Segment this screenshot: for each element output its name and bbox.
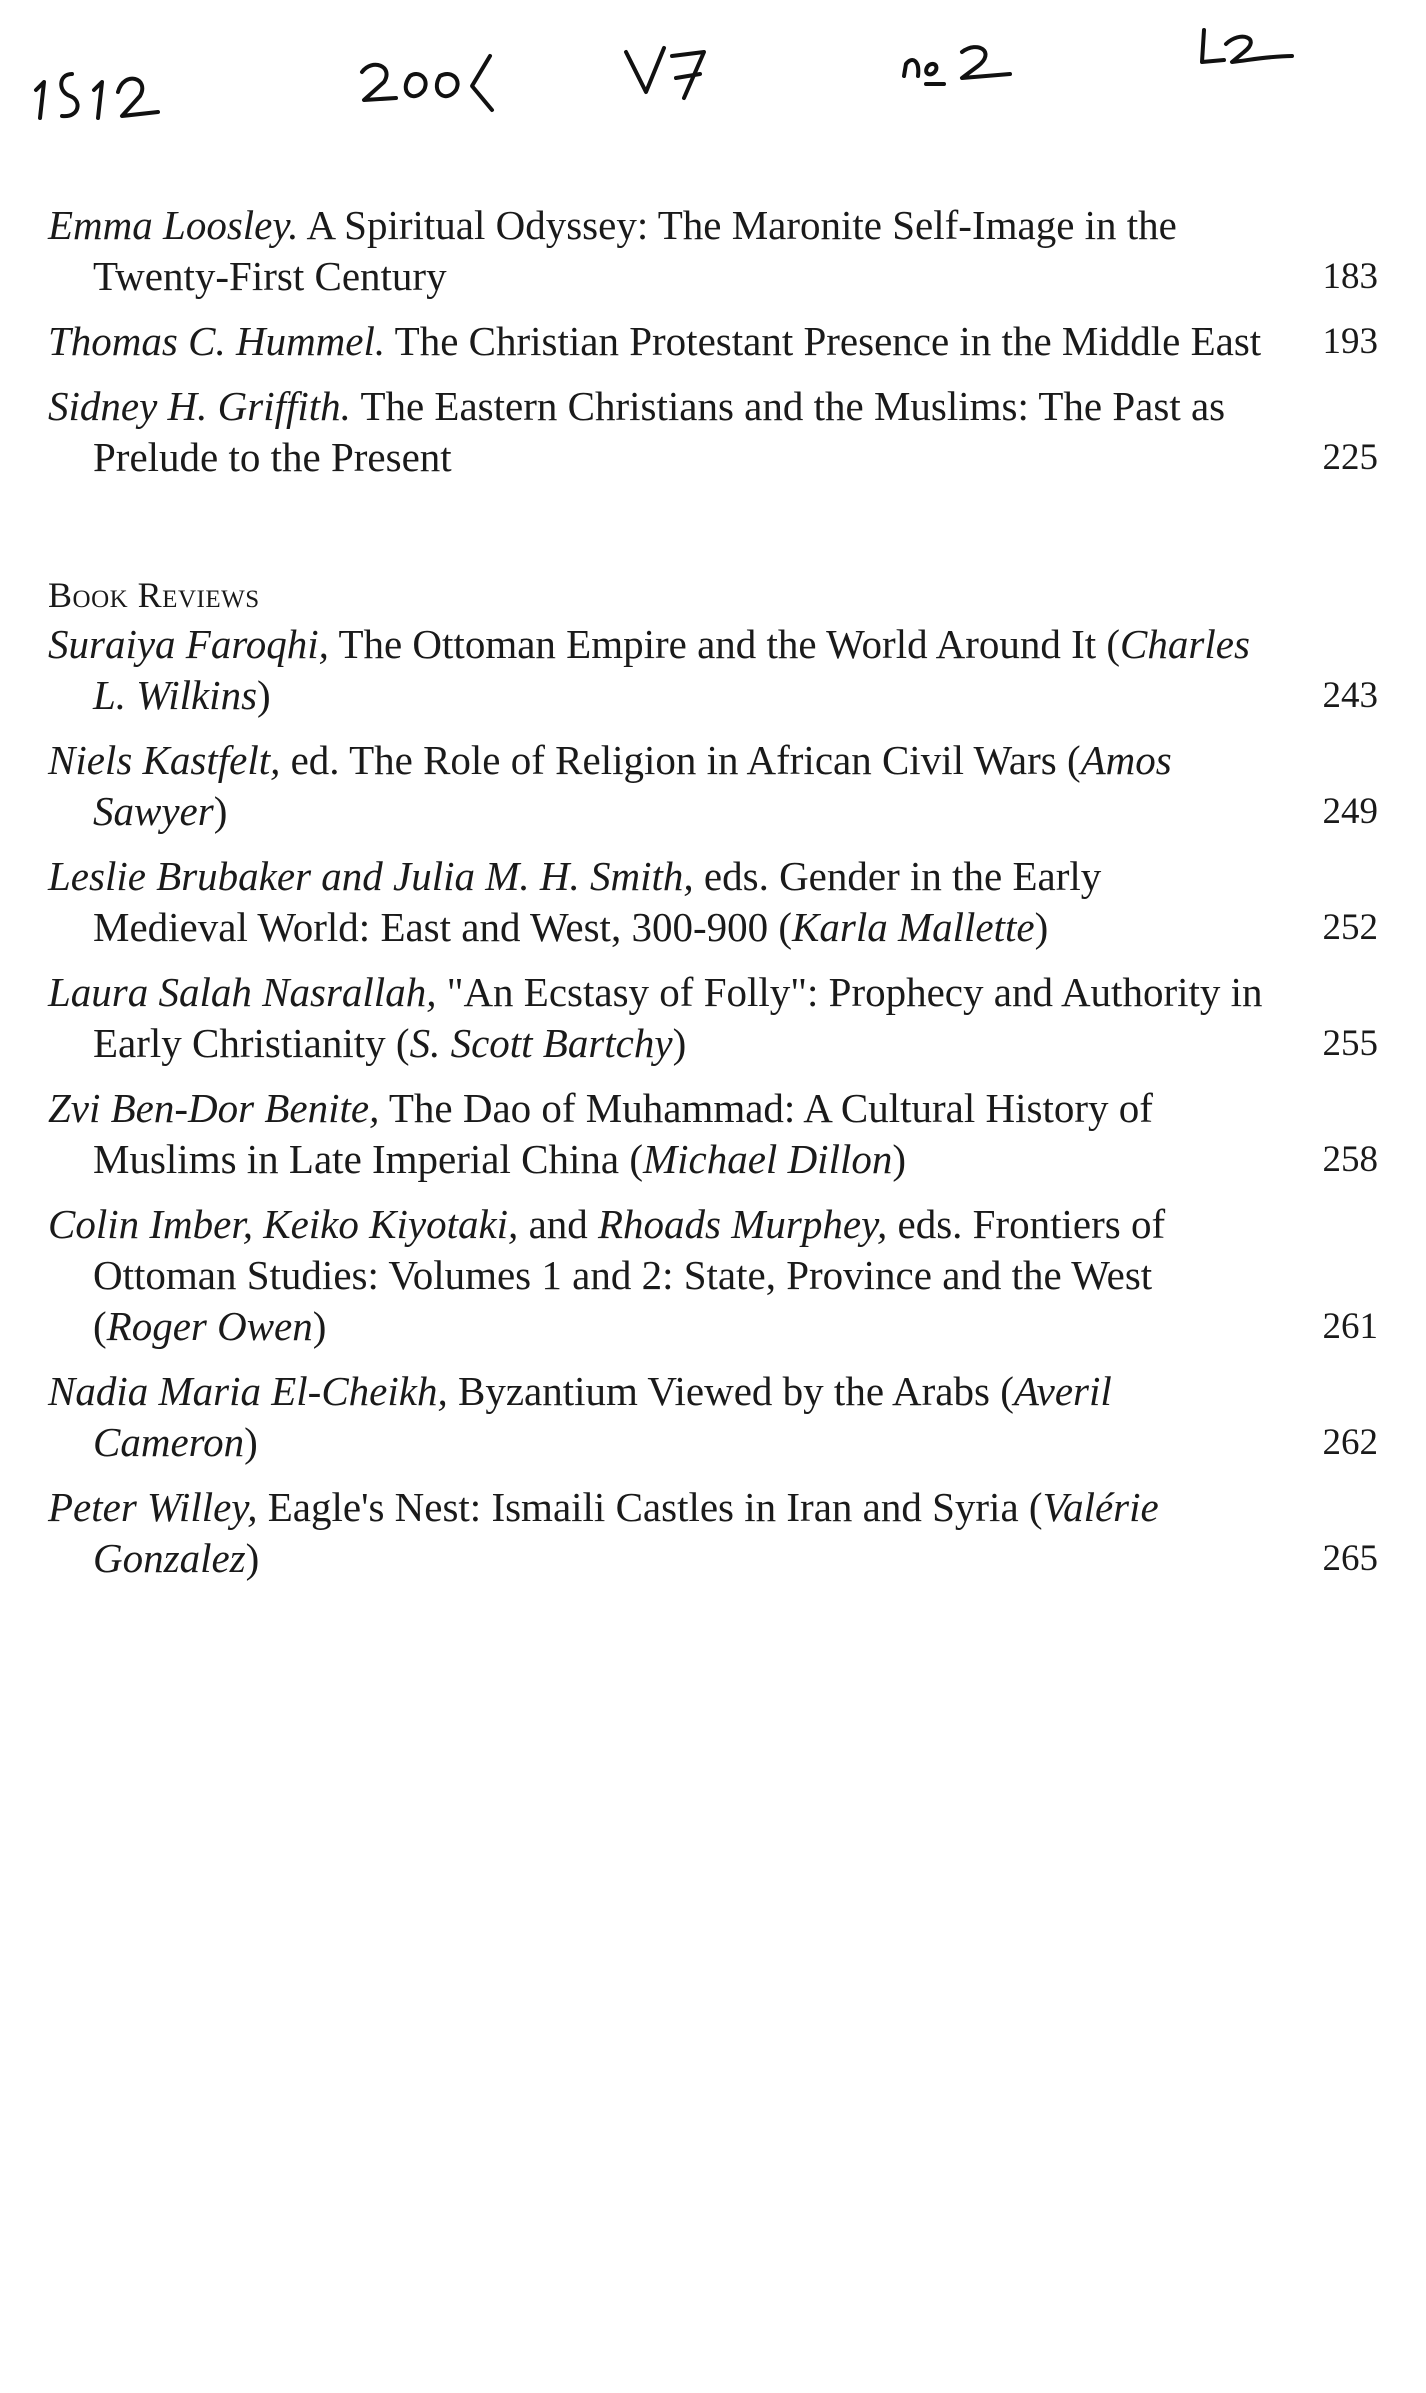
entry-text: Nadia Maria El-Cheikh, Byzantium Viewed by the Arabs (Averil Cameron) bbox=[48, 1368, 1112, 1465]
review-entry-benite bbox=[48, 1083, 1378, 1185]
entry-text: Colin Imber, Keiko Kiyotaki, and Rhoads Murphey, eds. Frontiers of Ottoman Studies: Volumes 1 and 2: State, Province and the West (Roger Owen) bbox=[48, 1201, 1166, 1349]
entry-text: Suraiya Faroqhi, The Ottoman Empire and the World Around It (Charles L. Wilkins) bbox=[48, 621, 1250, 718]
table-of-contents bbox=[48, 200, 1378, 1598]
entry-reviewer: Karla Mallette bbox=[792, 904, 1035, 950]
handwritten-note-v7 bbox=[626, 48, 704, 98]
page-number: 255 bbox=[1322, 1023, 1378, 1064]
entry-author: Peter Willey, bbox=[48, 1484, 258, 1530]
page-number: 249 bbox=[1322, 791, 1378, 832]
review-entry-willey bbox=[48, 1482, 1378, 1584]
entry-title: Byzantium Viewed by the Arabs bbox=[457, 1368, 990, 1414]
entry-title: A Spiritual Odyssey: The Maronite Self-Image in the Twenty-First Century bbox=[93, 202, 1177, 299]
entry-author: Nadia Maria El-Cheikh, bbox=[48, 1368, 448, 1414]
entry-title: The Role of Religion in African Civil Wars bbox=[349, 737, 1057, 783]
entry-text bbox=[48, 316, 1263, 367]
entry-role: eds. bbox=[703, 853, 769, 899]
entry-author: Laura Salah Nasrallah, bbox=[48, 969, 437, 1015]
entry-reviewer: Michael Dillon bbox=[642, 1136, 893, 1182]
entry-title: The Ottoman Empire and the World Around It bbox=[338, 621, 1097, 667]
entry-title: Frontiers of Ottoman Studies: Volumes 1 and 2: State, Province and the West bbox=[93, 1201, 1166, 1298]
entry-text: Peter Willey, Eagle's Nest: Ismaili Castles in Iran and Syria (Valérie Gonzalez) bbox=[48, 1484, 1159, 1581]
entry-author: Keiko Kiyotaki, bbox=[263, 1201, 519, 1247]
entry-title: The Eastern Christians and the Muslims: The Past as Prelude to the Present bbox=[93, 383, 1226, 480]
review-entry-brubaker-smith bbox=[48, 851, 1378, 953]
review-entry-kastfelt bbox=[48, 735, 1378, 837]
entry-reviewer: Valérie Gonzalez bbox=[93, 1484, 1159, 1581]
page-number: 225 bbox=[1322, 437, 1378, 478]
handwritten-note-2005 bbox=[362, 56, 492, 110]
entry-title: The Christian Protestant Presence in the Middle East bbox=[394, 318, 1262, 364]
page-number: 258 bbox=[1322, 1139, 1378, 1180]
entry-reviewer: S. Scott Bartchy bbox=[409, 1020, 673, 1066]
page-number: 265 bbox=[1322, 1538, 1378, 1579]
review-entry-faroqhi bbox=[48, 619, 1378, 721]
page-number: 252 bbox=[1322, 907, 1378, 948]
entry-reviewer: Roger Owen bbox=[106, 1303, 313, 1349]
review-entry-imber-kiyotaki-murphey bbox=[48, 1199, 1378, 1352]
entry-author: Niels Kastfelt, bbox=[48, 737, 281, 783]
entry-author: Thomas C. Hummel. bbox=[48, 318, 386, 364]
entry-text bbox=[48, 381, 1263, 483]
page-number: 183 bbox=[1322, 256, 1378, 297]
entry-title: "An Ecstasy of Folly": Prophecy and Authority in Early Christianity bbox=[93, 969, 1263, 1066]
entry-author: Emma Loosley. bbox=[48, 202, 299, 248]
entry-reviewer: Charles L. Wilkins bbox=[93, 621, 1250, 718]
entry-role: eds. bbox=[897, 1201, 963, 1247]
toc-entry-loosley bbox=[48, 200, 1378, 302]
entry-text: Niels Kastfelt, ed. The Role of Religion in African Civil Wars (Amos Sawyer) bbox=[48, 737, 1172, 834]
entry-conjunction: and bbox=[528, 1201, 588, 1247]
entry-role: ed. bbox=[290, 737, 340, 783]
page-number: 261 bbox=[1322, 1306, 1378, 1347]
review-entry-nasrallah bbox=[48, 967, 1378, 1069]
page-number: 243 bbox=[1322, 675, 1378, 716]
entry-text: Laura Salah Nasrallah, "An Ecstasy of Folly": Prophecy and Authority in Early Christianity (S. Scott Bartchy) bbox=[48, 969, 1263, 1066]
page-number: 193 bbox=[1322, 321, 1378, 362]
entry-text: Leslie Brubaker and Julia M. H. Smith, eds. Gender in the Early Medieval World: East and West, 300-900 (Karla Mallette) bbox=[48, 853, 1102, 950]
entry-author: Sidney H. Griffith. bbox=[48, 383, 351, 429]
page-number: 262 bbox=[1322, 1422, 1378, 1463]
toc-entry-griffith bbox=[48, 381, 1378, 483]
entry-reviewer: Amos Sawyer bbox=[93, 737, 1172, 834]
toc-entry-hummel bbox=[48, 316, 1378, 367]
entry-text: Zvi Ben-Dor Benite, The Dao of Muhammad: A Cultural History of Muslims in Late Imperial China (Michael Dillon) bbox=[48, 1085, 1153, 1182]
book-reviews-heading: Book Reviews bbox=[48, 575, 260, 615]
review-entry-el-cheikh bbox=[48, 1366, 1378, 1468]
entry-author: Suraiya Faroqhi, bbox=[48, 621, 329, 667]
handwritten-note-l2 bbox=[1202, 30, 1292, 62]
entry-author: Rhoads Murphey, bbox=[598, 1201, 888, 1247]
entry-author: Zvi Ben-Dor Benite, bbox=[48, 1085, 380, 1131]
entry-reviewer: Averil Cameron bbox=[93, 1368, 1112, 1465]
entry-title: The Dao of Muhammad: A Cultural History of Muslims in Late Imperial China bbox=[93, 1085, 1153, 1182]
entry-title: Eagle's Nest: Ismaili Castles in Iran and Syria bbox=[267, 1484, 1019, 1530]
handwritten-note-1512 bbox=[36, 74, 158, 118]
handwritten-note-no-2 bbox=[904, 47, 1010, 84]
handwritten-annotations bbox=[0, 0, 1426, 140]
entry-title: Gender in the Early Medieval World: East and West, 300-900 bbox=[93, 853, 1102, 950]
entry-author: Leslie Brubaker and Julia M. H. Smith, bbox=[48, 853, 694, 899]
entry-author: Colin Imber, bbox=[48, 1201, 253, 1247]
entry-text bbox=[48, 200, 1263, 302]
